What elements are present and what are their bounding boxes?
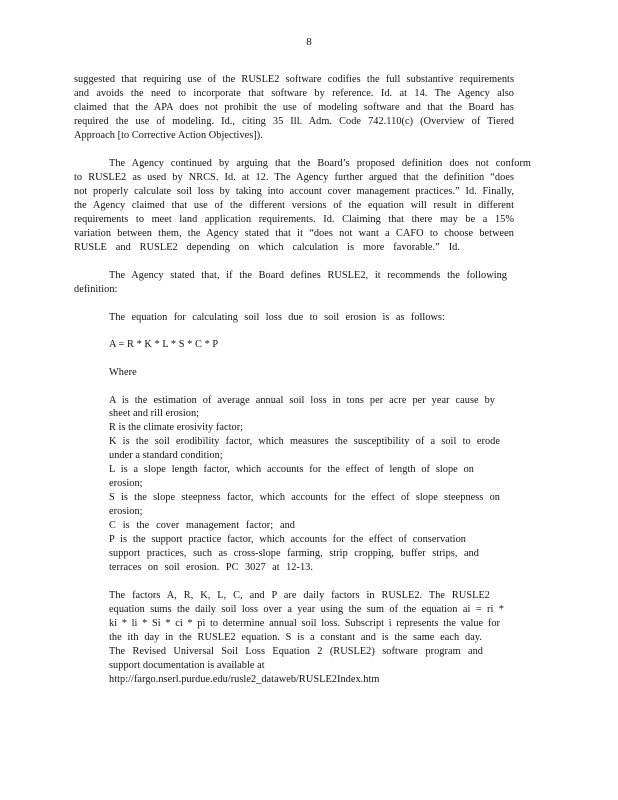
quote-intro: The equation for calculating soil loss due to soil erosion is as follows: [109, 312, 445, 323]
definition-line-6: L is a slope length factor, which accounts for the effect of length of slope on [109, 464, 474, 475]
factors-url[interactable]: http://fargo.nserl.purdue.edu/rusle2_dataweb/RUSLE2Index.htm [109, 674, 380, 685]
factors-line-5: The Revised Universal Soil Loss Equation 2 (RUSLE2) software program and [109, 646, 483, 657]
quote-where: Where [109, 367, 137, 378]
definition-line-3: R is the climate erosivity factor; [109, 422, 244, 433]
definition-line-11: P is the support practice factor, which accounts for the effect of conservation [109, 534, 466, 545]
factors-line-4: the ith day in the RUSLE2 equation. S is a constant and is the same each day. [109, 632, 482, 643]
p3-line-2: definition: [74, 284, 118, 295]
p2-line-6: variation between them, the Agency stated that it “does not want a CAFO to choose between [74, 228, 514, 239]
definition-line-12: support practices, such as cross-slope farming, strip cropping, buffer strips, and [109, 548, 479, 559]
p2-line-3: not properly calculate soil loss by taking into account cover management practices.” Id. Finally, [74, 186, 514, 197]
page-number: 8 [306, 36, 312, 48]
definition-line-8: S is the slope steepness factor, which accounts for the effect of slope steepness on [109, 492, 500, 503]
quote-equation: A = R * K * L * S * C * P [109, 339, 219, 350]
definition-line-13: terraces on soil erosion. PC 3027 at 12-13. [109, 562, 313, 573]
p2-line-1: The Agency continued by arguing that the Board’s proposed definition does not conform [109, 158, 531, 169]
definition-line-4: K is the soil erodibility factor, which measures the susceptibility of a soil to erode [109, 436, 500, 447]
factors-line-3: ki * li * Si * ci * pi to determine annual soil loss. Subscript i represents the value for [109, 618, 500, 629]
p2-line-5: requirements to meet land application requirements. Id. Claiming that there may be a 15% [74, 214, 514, 225]
definition-line-2: sheet and rill erosion; [109, 408, 200, 419]
factors-line-1: The factors A, R, K, L, C, and P are daily factors in RUSLE2. The RUSLE2 [109, 590, 490, 601]
p1-line-4: required the use of modeling. Id., citing 35 Ill. Adm. Code 742.110(c) (Overview of Tiered [74, 116, 514, 127]
definition-line-10: C is the cover management factor; and [109, 520, 295, 531]
p1-line-1: suggested that requiring use of the RUSLE2 software codifies the full substantive requirements [74, 74, 514, 85]
definition-line-1: A is the estimation of average annual soil loss in tons per acre per year cause by [109, 395, 495, 406]
p2-line-2: to RUSLE2 as used by NRCS. Id. at 12. The Agency further argued that the definition “does [74, 172, 514, 183]
definition-line-7: erosion; [109, 478, 143, 489]
definition-line-5: under a standard condition; [109, 450, 223, 461]
p1-line-3: claimed that the APA does not prohibit the use of modeling software and that the Board has [74, 102, 514, 113]
factors-line-6: support documentation is available at [109, 660, 265, 671]
p1-line-5: Approach [to Corrective Action Objectives]). [74, 130, 263, 141]
p2-line-7: RUSLE and RUSLE2 depending on which calculation is more favorable.” Id. [74, 242, 460, 253]
p3-line-1: The Agency stated that, if the Board defines RUSLE2, it recommends the following [109, 270, 507, 281]
factors-line-2: equation sums the daily soil loss over a year using the sum of the equation ai = ri * [109, 604, 504, 615]
p2-line-4: the Agency claimed that use of the different versions of the equation will result in different [74, 200, 514, 211]
definition-line-9: erosion; [109, 506, 143, 517]
p1-line-2: and avoids the need to incorporate that software by reference. Id. at 14. The Agency also [74, 88, 514, 99]
